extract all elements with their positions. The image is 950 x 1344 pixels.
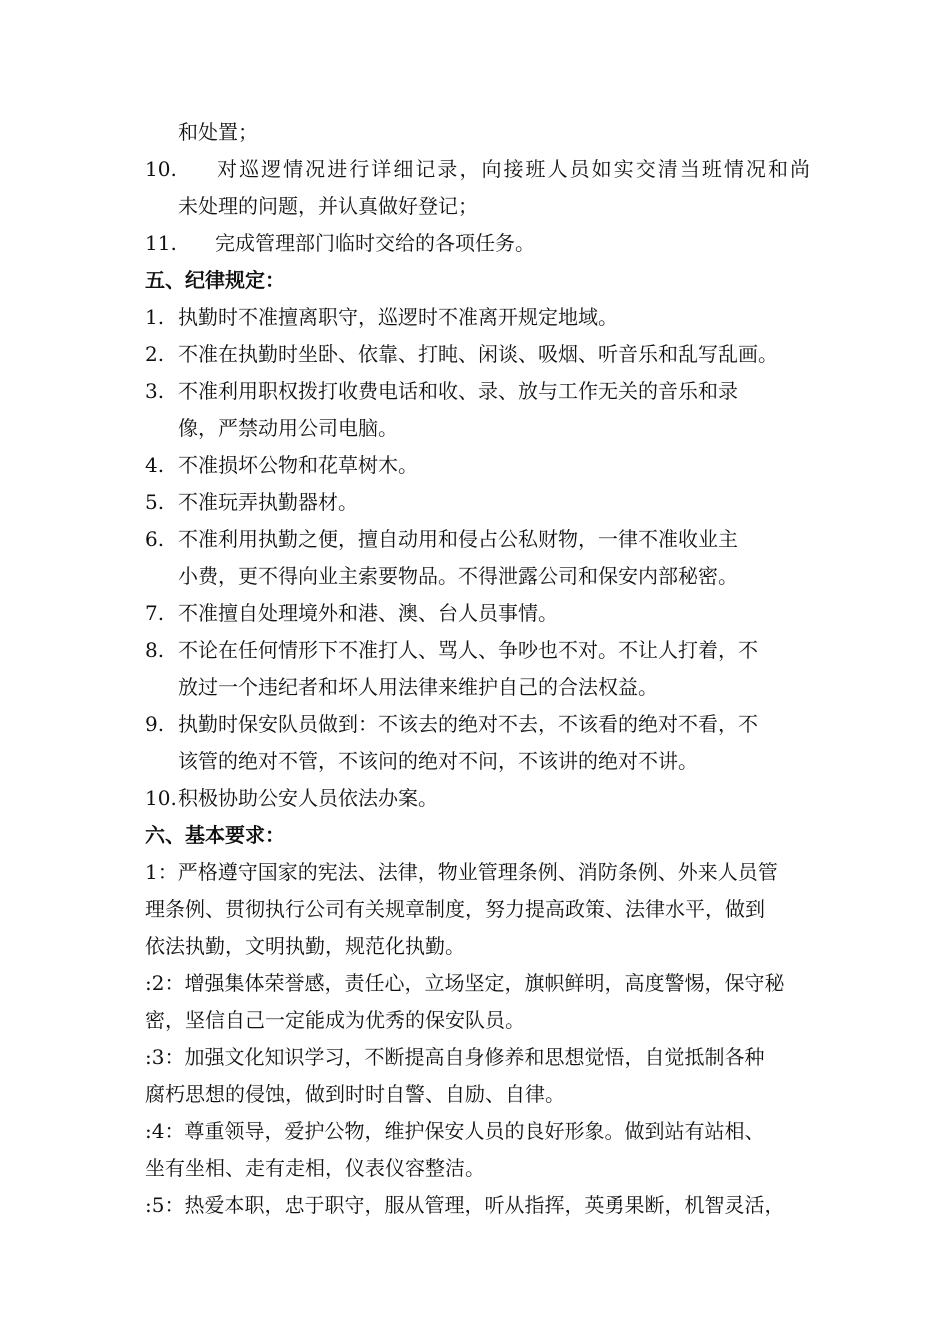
- rule-text: 不论在任何情形下不准打人、骂人、争吵也不对。不让人打着，不: [178, 638, 758, 662]
- rule-number: 3.: [145, 379, 165, 403]
- requirement-line: :3：加强文化知识学习，不断提高自身修养和思想觉悟，自觉抵制各种: [145, 1045, 765, 1069]
- duty-item-line: [145, 151, 810, 188]
- requirement-line: 坐有坐相、走有走相，仪表仪容整洁。: [145, 1156, 485, 1180]
- rule-item-line: [145, 484, 810, 521]
- rule-number: 2.: [145, 342, 165, 366]
- rule-text: 积极协助公安人员依法办案。: [178, 786, 438, 810]
- rule-text: 不准利用职权拨打收费电话和收、录、放与工作无关的音乐和录: [178, 379, 738, 403]
- rule-item-line: [145, 780, 810, 817]
- rule-number: 1.: [145, 305, 165, 329]
- rule-text: 执勤时不准擅离职守，巡逻时不准离开规定地域。: [178, 305, 618, 329]
- rule-item-line: [145, 299, 810, 336]
- rule-item-line: [145, 373, 810, 410]
- requirement-line: 1：严格遵守国家的宪法、法律，物业管理条例、消防条例、外来人员管: [145, 860, 778, 884]
- rule-number: 5.: [145, 490, 165, 514]
- duty-item-line: 未处理的问题，并认真做好登记；: [178, 194, 478, 218]
- rule-number: 8.: [145, 638, 165, 662]
- rule-item-line: 该管的绝对不管，不该问的绝对不问，不该讲的绝对不讲。: [178, 749, 698, 773]
- rule-text: 不准玩弄执勤器材。: [178, 490, 358, 514]
- rule-text: 不准利用执勤之便，擅自动用和侵占公私财物，一律不准收业主: [178, 527, 738, 551]
- continuation-line: 和处置；: [178, 120, 258, 144]
- rule-number: 10.: [145, 786, 177, 810]
- rule-text: 不准损坏公物和花草树木。: [178, 453, 418, 477]
- rule-number: 6.: [145, 527, 165, 551]
- duty-text: 完成管理部门临时交给的各项任务。: [215, 231, 535, 255]
- requirement-line: 密，坚信自己一定能成为优秀的保安队员。: [145, 1008, 525, 1032]
- requirement-line: :4：尊重领导，爱护公物，维护保安人员的良好形象。做到站有站相、: [145, 1119, 765, 1143]
- rule-item-line: [145, 706, 810, 743]
- duty-item-line: [145, 225, 810, 262]
- rule-number: 9.: [145, 712, 165, 736]
- rule-item-line: [145, 336, 810, 373]
- rule-text: 不准在执勤时坐卧、依靠、打盹、闲谈、吸烟、听音乐和乱写乱画。: [178, 342, 778, 366]
- document-body: [145, 114, 810, 1224]
- rule-item-line: 像，严禁动用公司电脑。: [178, 416, 398, 440]
- rule-item-line: [145, 632, 810, 669]
- rule-text: 执勤时保安队员做到：不该去的绝对不去，不该看的绝对不看，不: [178, 712, 758, 736]
- section-heading: 六、基本要求：: [145, 823, 285, 847]
- rule-item-line: 放过一个违纪者和坏人用法律来维护自己的合法权益。: [178, 675, 658, 699]
- duty-text: 对巡逻情况进行详细记录，向接班人员如实交清当班情况和尚: [215, 157, 810, 181]
- rule-text: 不准擅自处理境外和港、澳、台人员事情。: [178, 601, 558, 625]
- rule-item-line: [145, 447, 810, 484]
- rule-number: 7.: [145, 601, 165, 625]
- requirement-line: :2：增强集体荣誉感，责任心，立场坚定，旗帜鲜明，高度警惕，保守秘: [145, 971, 785, 995]
- rule-item-line: [145, 595, 810, 632]
- rule-item-line: 小费，更不得向业主索要物品。不得泄露公司和保安内部秘密。: [178, 564, 738, 588]
- duty-number: 11.: [145, 231, 177, 255]
- requirement-line: 腐朽思想的侵蚀，做到时时自警、自励、自律。: [145, 1082, 565, 1106]
- requirement-line: :5：热爱本职，忠于职守，服从管理，听从指挥，英勇果断，机智灵活，: [145, 1193, 785, 1217]
- duty-number: 10.: [145, 157, 177, 181]
- section-heading: 五、纪律规定：: [145, 268, 285, 292]
- requirement-line: 依法执勤，文明执勤，规范化执勤。: [145, 934, 465, 958]
- rule-item-line: [145, 521, 810, 558]
- requirement-line: 理条例、贯彻执行公司有关规章制度，努力提高政策、法律水平，做到: [145, 897, 765, 921]
- rule-number: 4.: [145, 453, 165, 477]
